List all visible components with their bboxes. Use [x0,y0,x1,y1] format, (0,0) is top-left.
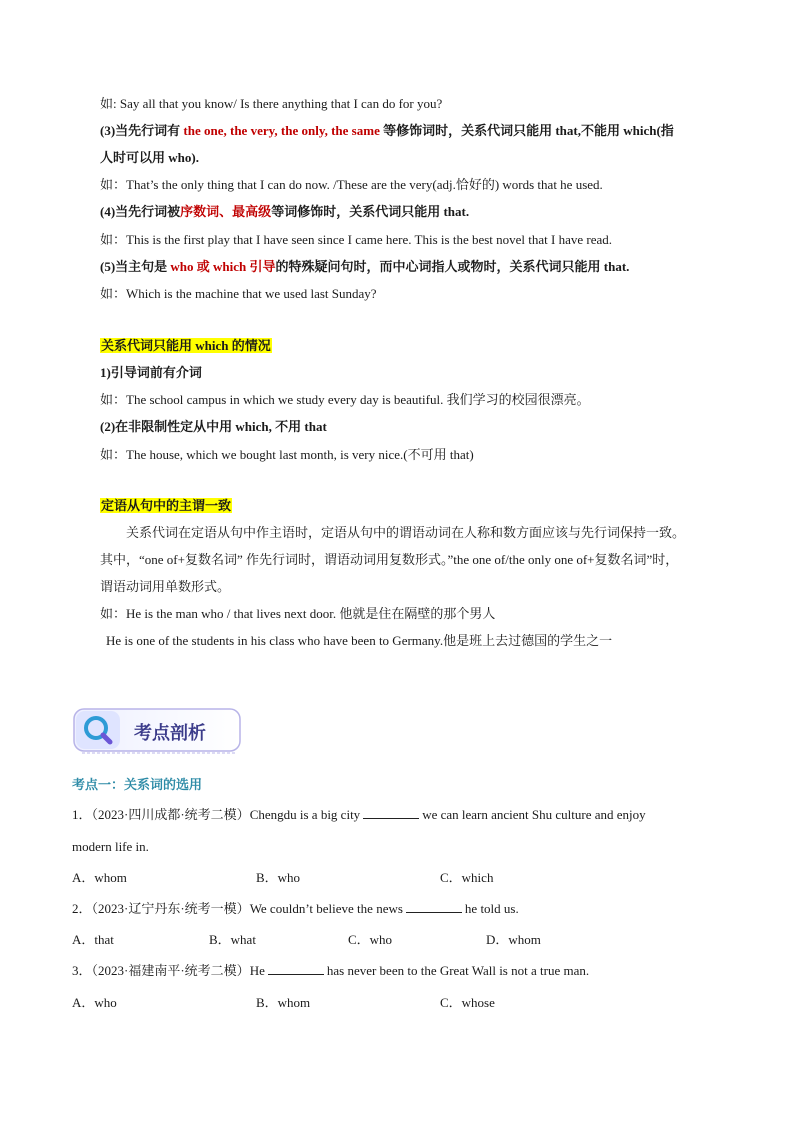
option-c[interactable]: C．which [440,870,494,885]
example-line: 如：This is the first play that I have seen since I came here. This is the best novel that I have read. [100,232,613,247]
question-3: 3．（2023·福建南平·统考二模）He has never been to the Great Wall is not a true man. [72,963,590,978]
section-heading-which: 关系代词只能用 which 的情况 [101,338,271,353]
option-c[interactable]: C．whose [440,995,495,1010]
option-d[interactable]: D．whom [486,932,541,947]
section-heading-agreement: 定语从句中的主谓一致 [101,498,232,513]
kaodian-badge [72,705,244,759]
question-1: 1．（2023·四川成都·统考二模）Chengdu is a big city we can learn ancient Shu culture and enjoy [72,807,646,822]
agreement-paragraph: 其中，“one of+复数名词” 作先行词时，谓语动词用复数形式。”the one of/the only one of+复数名词”时， [100,552,679,567]
option-b[interactable]: B．who [256,870,301,885]
option-a[interactable]: A．that [72,932,114,947]
agreement-paragraph: 谓语动词用单数形式。 [100,579,231,594]
example-line: 如：The house, which we bought last month, is very nice.(不可用 that) [100,447,474,462]
example-line: He is one of the students in his class who have been to Germany.他是班上去过德国的学生之一 [106,633,613,648]
which-rule-1: 1)引导词前有介词 [100,365,202,380]
option-a[interactable]: A．whom [72,870,127,885]
option-a[interactable]: A．who [72,995,117,1010]
agreement-paragraph: 关系代词在定语从句中作主语时，定语从句中的谓语动词在人称和数方面应该与先行词保持一致。 [126,525,686,540]
answer-blank[interactable] [406,900,462,913]
option-b[interactable]: B．what [209,932,256,947]
option-b[interactable]: B．whom [256,995,311,1010]
rule-3-cont: 人时可以用 who). [100,150,199,165]
question-1-cont: modern life in. [72,839,149,854]
example-line: 如：He is the man who / that lives next door. 他就是住在隔壁的那个男人 [100,606,496,621]
which-rule-2: (2)在非限制性定从中用 which, 不用 that [100,419,327,434]
answer-blank[interactable] [268,962,324,975]
question-2: 2．（2023·辽宁丹东·统考一模）We couldn’t believe the news he told us. [72,901,519,916]
example-line: 如：Which is the machine that we used last Sunday? [100,286,377,301]
rule-5: (5)当主句是 who 或 which 引导的特殊疑问句时，而中心词指人或物时，关系代词只能用 that. [100,259,630,274]
example-line: 如：That’s the only thing that I can do now. /These are the very(adj.恰好的) words that he used. [100,177,603,192]
example-line: 如: Say all that you know/ Is there anything that I can do for you? [100,96,443,111]
example-line: 如：The school campus in which we study every day is beautiful. 我们学习的校园很漂亮。 [100,392,590,407]
rule-4: (4)当先行词被序数词、最高级等词修饰时，关系代词只能用 that. [100,204,470,219]
rule-3: (3)当先行词有 the one, the very, the only, the same 等修饰词时，关系代词只能用 that,不能用 which(指 [100,123,674,138]
badge-title: 考点剖析 [134,723,206,744]
option-c[interactable]: C．who [348,932,393,947]
kaodian-title: 考点一：关系词的选用 [72,778,203,793]
answer-blank[interactable] [363,806,419,819]
